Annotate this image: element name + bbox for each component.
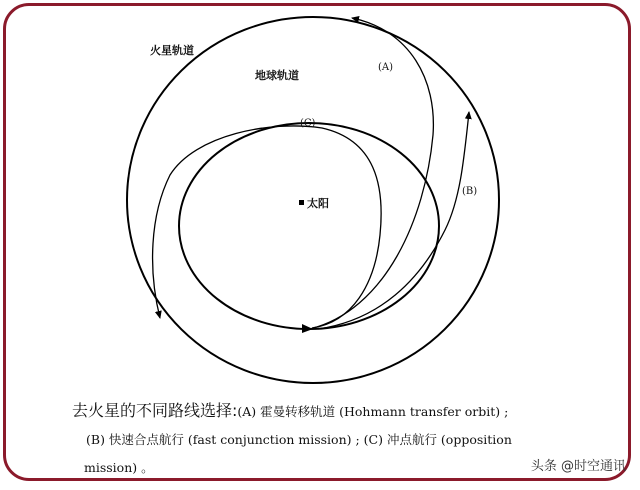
path-c-label: (C) [300, 118, 316, 129]
path-a [310, 18, 433, 329]
path-c [153, 126, 382, 328]
earth-orbit-label: 地球轨道 [255, 69, 299, 82]
caption-title: 去火星的不同路线选择: [72, 401, 238, 420]
watermark: 头条 @时空通讯 [530, 459, 626, 474]
departure-arrowhead [302, 324, 313, 333]
caption-line3: mission) 。 [84, 460, 154, 475]
path-b [318, 112, 469, 329]
sun-label: 太阳 [307, 197, 329, 210]
caption-line2: (B) 快速合点航行 (fast conjunction mission) ; (C) 冲点航行 (opposition [86, 432, 512, 447]
caption-line1: (A) 霍曼转移轨道 (Hohmann transfer orbit) ; [237, 404, 509, 419]
earth-orbit [179, 123, 439, 329]
path-b-label: (B) [462, 186, 478, 197]
sun-marker [299, 200, 304, 205]
mars-orbit-label: 火星轨道 [150, 44, 194, 57]
path-a-label: (A) [378, 62, 394, 73]
